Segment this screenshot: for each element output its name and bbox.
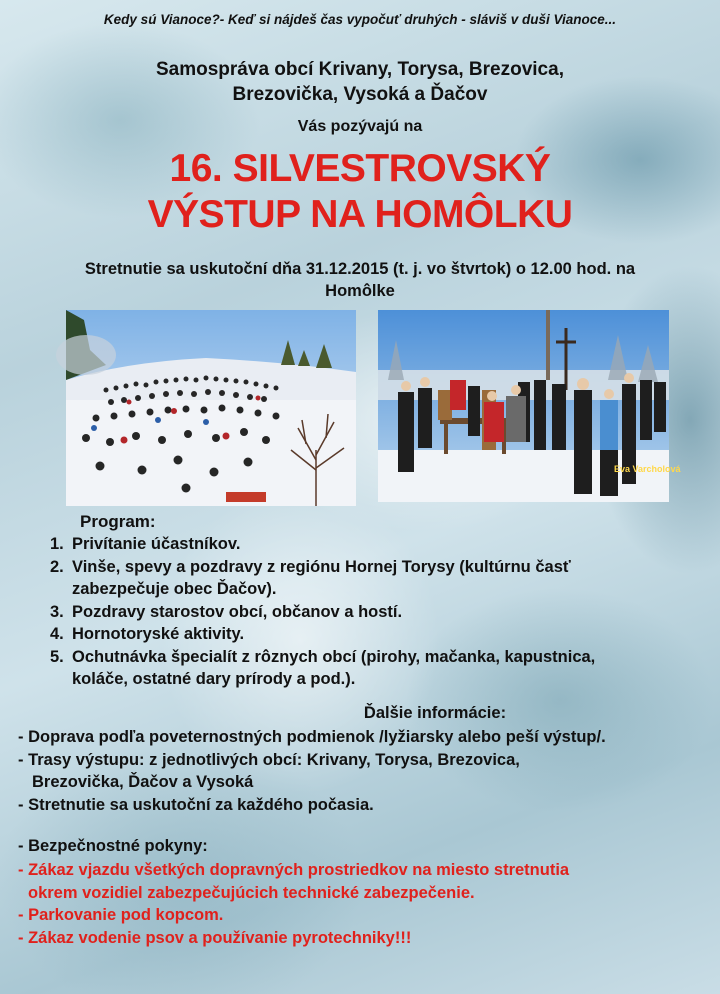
meeting-line-1: Stretnutie sa uskutoční dňa 31.12.2015 (t. j. vo štvrtok) o 12.00 hod. na [84, 260, 636, 278]
program-item-text: Privítanie účastníkov. [72, 535, 241, 553]
photo-watermark: Eva Varcholová [614, 464, 681, 474]
event-title [0, 146, 720, 238]
safety-line-4: - Zákaz vodenie psov a používanie pyrotechniky!!! [18, 928, 412, 947]
program-item-number: 4. [50, 625, 64, 643]
event-title-line-2: VÝSTUP NA HOMÔLKU [147, 193, 573, 236]
program-item-text: Vinše, spevy a pozdravy z regiónu Hornej Torysy (kultúrnu časť [72, 557, 571, 576]
photo-crowd-hilltop-image [66, 310, 356, 506]
program-item-number: 5. [50, 647, 64, 666]
info-line-3: Brezovička, Ďačov a Vysoká [32, 773, 254, 791]
safety-line-3: - Parkovanie pod kopcom. [18, 906, 224, 924]
safety-line-2: okrem vozidiel zabezpečujúcich technické zabezpečenie. [28, 883, 475, 902]
event-title-line-1: 16. SILVESTROVSKÝ [169, 147, 551, 190]
program-list [50, 533, 710, 691]
meeting-line-2: Homôlke [325, 282, 395, 300]
info-line-1: - Doprava podľa poveternostných podmienok /lyžiarsky alebo peší výstup/. [18, 728, 606, 746]
invite-text: Vás pozývajú na [297, 118, 423, 135]
program-item-number: 2. [50, 557, 64, 576]
program-item-text: Hornotoryské aktivity. [72, 625, 245, 643]
safety-line-1: - Zákaz vjazdu všetkých dopravných prostriedkov na miesto stretnutia [18, 861, 570, 879]
program-item-number: 1. [50, 535, 64, 553]
program-item-text-cont: zabezpečuje obec Ďačov). [72, 580, 277, 598]
info-line-4: - Stretnutie sa uskutoční za každého počasia. [18, 795, 374, 814]
motto-text: Kedy sú Vianoce?- Keď si nájdeš čas vypočuť druhých - sláviš v duši Vianoce... [103, 12, 617, 27]
info-line-2: - Trasy výstupu: z jednotlivých obcí: Krivany, Torysa, Brezovica, [18, 750, 520, 769]
safety-heading: - Bezpečnostné pokyny: [18, 837, 208, 855]
organizers [0, 57, 720, 107]
organizers-line-1: Samospráva obcí Krivany, Torysa, Brezovica, [156, 59, 564, 80]
program-item [50, 623, 710, 646]
program-item [50, 601, 710, 624]
program-item [50, 533, 710, 556]
program-item [50, 556, 710, 601]
program-item-text: Ochutnávka špecialít z rôznych obcí (pirohy, mačanka, kapustnica, [72, 647, 596, 666]
info-heading-text: Ďalšie informácie: [363, 704, 507, 722]
organizers-line-2: Brezovička, Vysoká a Ďačov [232, 84, 488, 105]
program-item-text-cont: koláče, ostatné dary prírody a pod.). [72, 670, 356, 688]
meeting-info [30, 258, 690, 302]
photo-crowd-hilltop [66, 310, 356, 506]
photo-cross-gathering-image [378, 310, 681, 502]
program-heading: Program: [80, 512, 156, 531]
info-list [18, 726, 718, 816]
program-item-text: Pozdravy starostov obcí, občanov a hostí. [72, 602, 403, 621]
program-item [50, 646, 710, 691]
photo-cross-gathering [378, 310, 681, 502]
safety-list [18, 859, 718, 949]
info-heading [0, 704, 720, 723]
program-item-number: 3. [50, 602, 64, 621]
